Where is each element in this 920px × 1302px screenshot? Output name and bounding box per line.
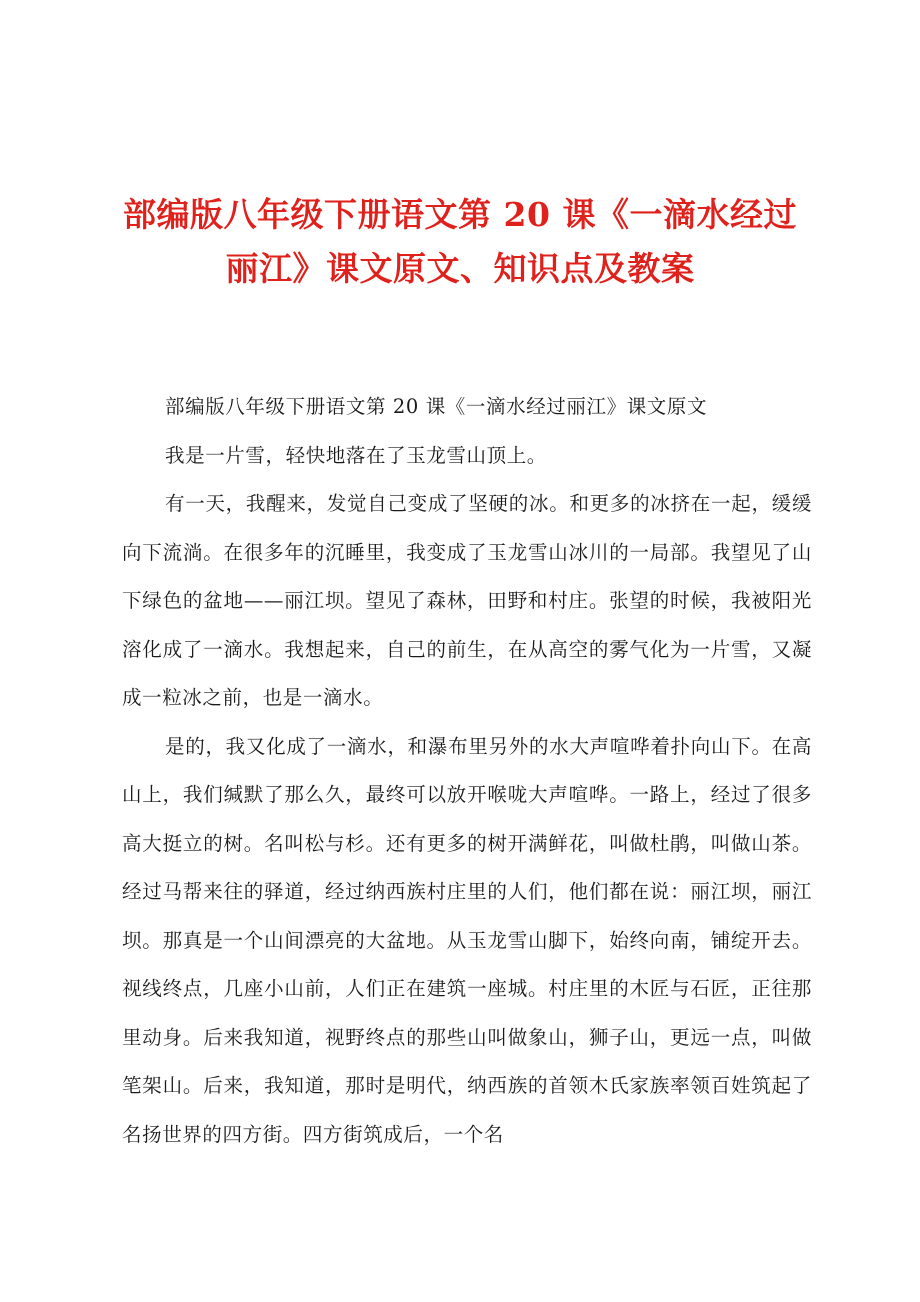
paragraph-heading: 部编版八年级下册语文第 20 课《一滴水经过丽江》课文原文 <box>165 395 708 418</box>
paragraph: 是的，我又化成了一滴水，和瀑布里另外的水大声喧哗着扑向山下。在高山上，我们缄默了那么久，最终可以放开喉咙大声喧哗。一路上，经过了很多高大挺立的树。名叫松与杉。还有更多的树开满鲜花，叫做杜鹃，叫做山茶。经过马帮来往的驿道，经过纳西族村庄里的人们，他们都在说：丽江坝，丽江坝。那真是一个山间漂亮的大盆地。从玉龙雪山脚下，始终向南，铺绽开去。视线终点，几座小山前，人们正在建筑一座城。村庄里的木匠与石匠，正往那里动身。后来我知道，视野终点的那些山叫做象山，狮子山，更远一点，叫做笔架山。后来，我知道，那时是明代，纳西族的首领木氏家族率领百姓筑起了名扬世界的四方街。四方街筑成后，一个名 <box>122 734 812 1146</box>
document-body <box>122 383 812 1159</box>
document-title: 部编版八年级下册语文第 20 课《一滴水经过丽江》课文原文、知识点及教案 <box>123 195 797 288</box>
paragraph: 有一天，我醒来，发觉自己变成了坚硬的冰。和更多的冰挤在一起，缓缓向下流淌。在很多年的沉睡里，我变成了玉龙雪山冰川的一局部。我望见了山下绿色的盆地——丽江坝。望见了森林，田野和村庄。张望的时候，我被阳光溶化成了一滴水。我想起来，自己的前生，在从高空的雾气化为一片雪，又凝成一粒冰之前，也是一滴水。 <box>122 492 812 709</box>
paragraph: 我是一片雪，轻快地落在了玉龙雪山顶上。 <box>165 443 547 467</box>
